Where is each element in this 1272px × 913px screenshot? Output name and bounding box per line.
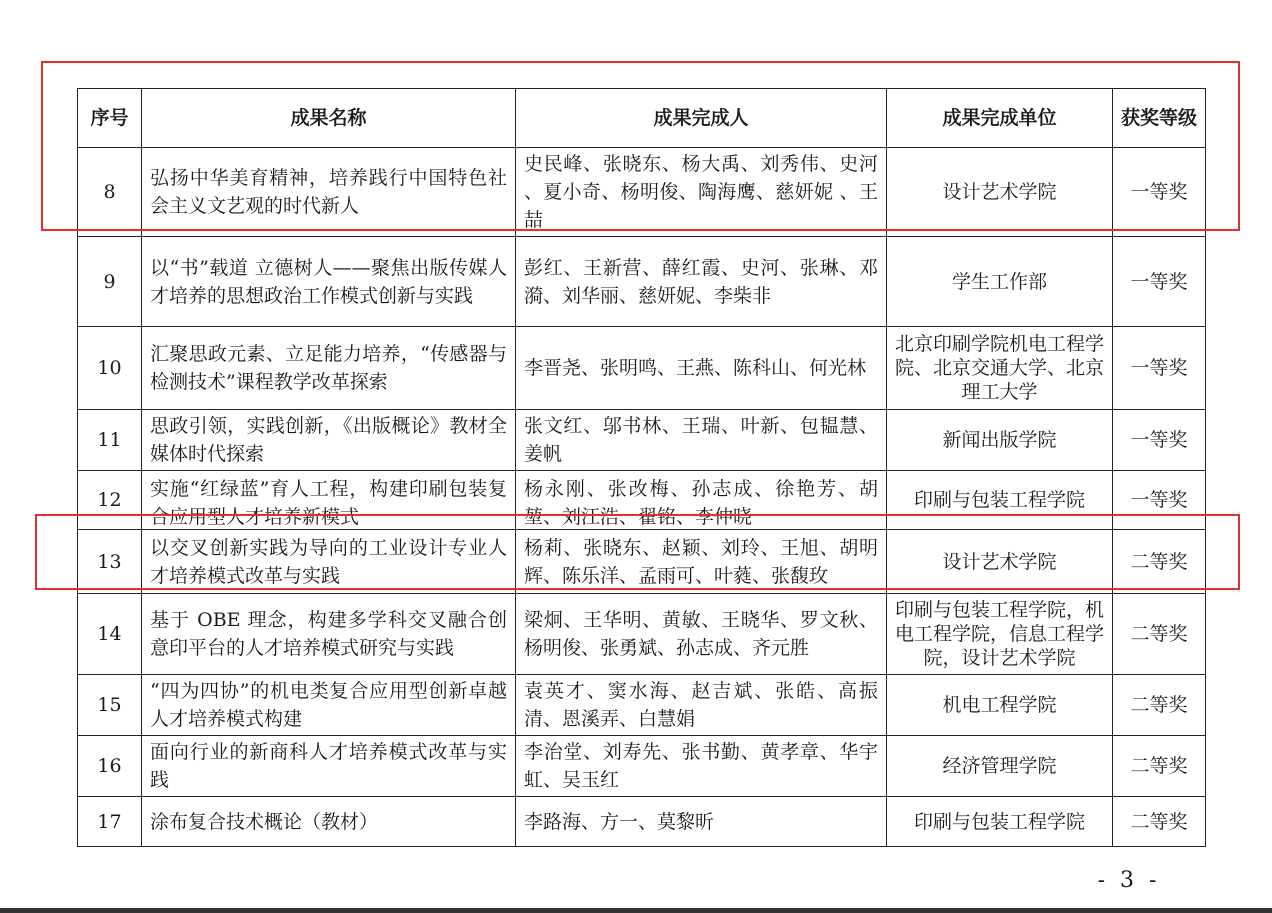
cell-level: 二等奖 [1113, 675, 1206, 736]
cell-title: 面向行业的新商科人才培养模式改革与实践 [142, 736, 516, 797]
cell-title-text: 实施“红绿蓝”育人工程，构建印刷包装复合应用型人才培养新模式 [150, 477, 507, 526]
cell-no: 17 [78, 797, 142, 847]
cell-title: 以交叉创新实践为导向的工业设计专业人才培养模式改革与实践 [142, 530, 516, 594]
table-row [78, 594, 1206, 675]
page-number: - 3 - [1097, 868, 1161, 893]
table-header-row [78, 89, 1206, 148]
cell-unit: 学生工作部 [887, 237, 1113, 327]
cell-title [142, 148, 516, 237]
table-row [78, 675, 1206, 736]
cell-title-text: 弘扬中华美育精神，培养践行中国特色社会主义文艺观的时代新人 [150, 167, 507, 217]
cell-unit: 经济管理学院 [887, 736, 1113, 797]
header-unit: 成果完成单位 [887, 89, 1113, 148]
cell-no: 11 [78, 410, 142, 471]
cell-no: 16 [78, 736, 142, 797]
cell-no: 12 [78, 471, 142, 530]
cell-people: 杨莉、张晓东、赵颖、刘玲、王旭、胡明辉、陈乐洋、孟雨可、叶蕤、张馥玫 [516, 530, 887, 594]
cell-unit: 北京印刷学院机电工程学院、北京交通大学、北京理工大学 [887, 327, 1113, 410]
cell-no: 9 [78, 237, 142, 327]
cell-people: 袁英才、窦水海、赵吉斌、张皓、高振清、恩溪弄、白慧娟 [516, 675, 887, 736]
cell-unit-text: 印刷与包装工程学院，机电工程学院，信息工程学院，设计艺术学院 [894, 599, 1104, 669]
cell-people: 彭红、王新营、薛红霞、史河、张琳、邓漪、刘华丽、慈妍妮、李柴非 [516, 237, 887, 327]
table-row [78, 797, 1206, 847]
cell-level: 二等奖 [1113, 736, 1206, 797]
cell-no: 14 [78, 594, 142, 675]
cell-title [142, 471, 516, 530]
table-row [78, 410, 1206, 471]
cell-level: 一等奖 [1113, 410, 1206, 471]
cell-unit: 新闻出版学院 [887, 410, 1113, 471]
header-level: 获奖等级 [1113, 89, 1206, 148]
table-row [78, 148, 1206, 237]
cell-people: 李路海、方一、莫黎昕 [516, 797, 887, 847]
cell-level: 二等奖 [1113, 594, 1206, 675]
table-row [78, 736, 1206, 797]
cell-title: 思政引领，实践创新，《出版概论》教材全媒体时代探索 [142, 410, 516, 471]
cell-level: 一等奖 [1113, 148, 1206, 237]
cell-people [516, 471, 887, 530]
cell-unit: 设计艺术学院 [887, 148, 1113, 237]
cell-unit: 印刷与包装工程学院 [887, 797, 1113, 847]
cell-people: 李治堂、刘寿先、张书勤、黄孝章、华宇虹、吴玉红 [516, 736, 887, 797]
cell-level: 二等奖 [1113, 530, 1206, 594]
cell-title: 涂布复合技术概论（教材） [142, 797, 516, 847]
cell-unit: 设计艺术学院 [887, 530, 1113, 594]
cell-level: 一等奖 [1113, 327, 1206, 410]
cell-title: 基于 OBE 理念，构建多学科交叉融合创意印平台的人才培养模式研究与实践 [142, 594, 516, 675]
cell-people: 梁炯、王华明、黄敏、王晓华、罗文秋、杨明俊、张勇斌、孙志成、齐元胜 [516, 594, 887, 675]
cell-no: 10 [78, 327, 142, 410]
cell-people-text: 史民峰、张晓东、杨大禹、刘秀伟、史河 、夏小奇、杨明俊、陶海鹰、慈妍妮 、王喆 [524, 153, 878, 231]
cell-level: 一等奖 [1113, 237, 1206, 327]
cell-no: 15 [78, 675, 142, 736]
cell-unit: 印刷与包装工程学院 [887, 471, 1113, 530]
table-row [78, 471, 1206, 530]
cell-unit: 机电工程学院 [887, 675, 1113, 736]
cell-title: 汇聚思政元素、立足能力培养，“传感器与检测技术”课程教学改革探索 [142, 327, 516, 410]
awards-table [77, 88, 1206, 847]
header-people: 成果完成人 [516, 89, 887, 148]
table-row [78, 327, 1206, 410]
header-no: 序号 [78, 89, 142, 148]
cell-title: 以“书”载道 立德树人——聚焦出版传媒人才培养的思想政治工作模式创新与实践 [142, 237, 516, 327]
cell-level: 一等奖 [1113, 471, 1206, 530]
cell-no: 8 [78, 148, 142, 237]
cell-people: 李晋尧、张明鸣、王燕、陈科山、何光林 [516, 327, 887, 410]
cell-people-text: 杨永刚、张改梅、孙志成、徐艳芳、胡堃、刘江浩、翟铭、李仲晓 [524, 477, 878, 526]
cell-title: “四为四协”的机电类复合应用型创新卓越人才培养模式构建 [142, 675, 516, 736]
cell-level: 二等奖 [1113, 797, 1206, 847]
table-row [78, 530, 1206, 594]
bottom-edge-bar [0, 908, 1272, 913]
cell-no: 13 [78, 530, 142, 594]
cell-people [516, 148, 887, 237]
cell-unit [887, 594, 1113, 675]
header-title: 成果名称 [142, 89, 516, 148]
cell-people: 张文红、邬书林、王瑞、叶新、包韫慧、姜帆 [516, 410, 887, 471]
table-row [78, 237, 1206, 327]
